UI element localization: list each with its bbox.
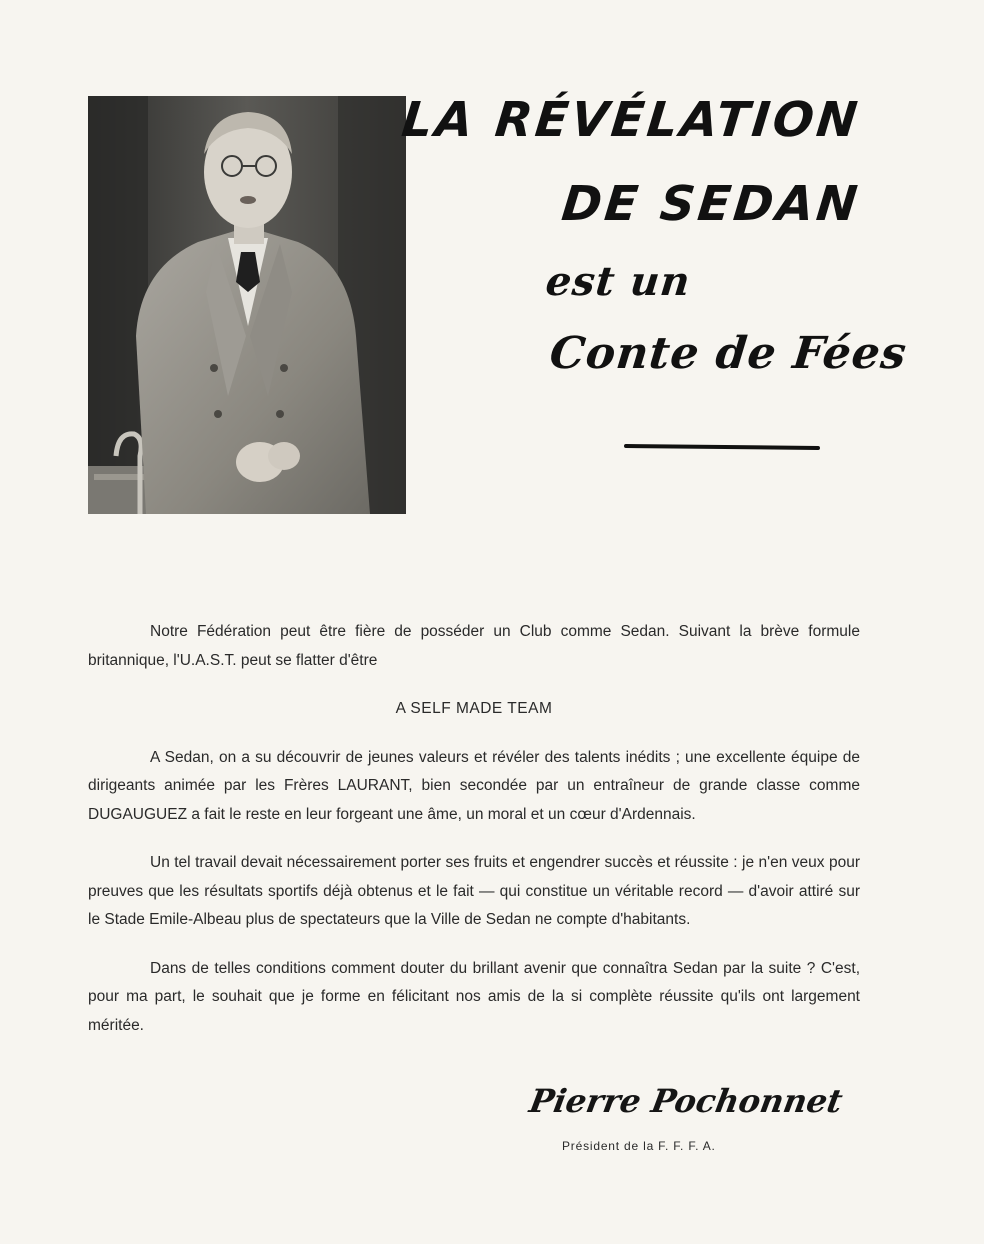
article-body <box>88 618 860 1060</box>
paragraph-2: A Sedan, on a su découvrir de jeunes valeurs et révéler des talents inédits ; une excellente équipe de dirigeants animée par les Frères LAURANT, bien secondée par un entraîneur de grande classe comme DUGAUGUEZ a fait le reste en leur forgeant une âme, un moral et un cœur d'Ardennais. <box>88 748 860 823</box>
headline-line-2: DE SEDAN <box>559 176 863 232</box>
motto: A SELF MADE TEAM <box>395 700 553 717</box>
portrait-illustration <box>88 96 406 514</box>
divider-rule <box>624 444 820 450</box>
signature-title: Président de la F. F. F. A. <box>562 1139 716 1153</box>
paragraph-1: Notre Fédération peut être fière de posséder un Club comme Sedan. Suivant la brève formule britannique, l'U.A.S.T. peut se flatter d'être <box>88 623 860 669</box>
signature: Pierre Pochonnet <box>526 1082 846 1120</box>
headline-line-1: LA RÉVÉLATION <box>399 92 863 148</box>
paragraph-3: Un tel travail devait nécessairement porter ses fruits et engendrer succès et réussite : je n'en veux pour preuves que les résultats sportifs déjà obtenus et le fait — qui constitue un véritable record — d'avoir attiré sur le Stade Emile-Albeau plus de spectateurs que la Ville de Sedan ne compte d'habitants. <box>88 854 860 928</box>
headline <box>399 92 910 392</box>
paragraph-4: Dans de telles conditions comment douter du brillant avenir que connaîtra Sedan par la suite ? C'est, pour ma part, le souhait que je forme en félicitant nos amis de la si complète réussite qu'ils ont largement méritée. <box>88 959 860 1034</box>
headline-line-3: est un <box>543 258 694 305</box>
portrait-photo <box>88 96 406 514</box>
headline-line-4: Conte de Fées <box>547 328 910 379</box>
